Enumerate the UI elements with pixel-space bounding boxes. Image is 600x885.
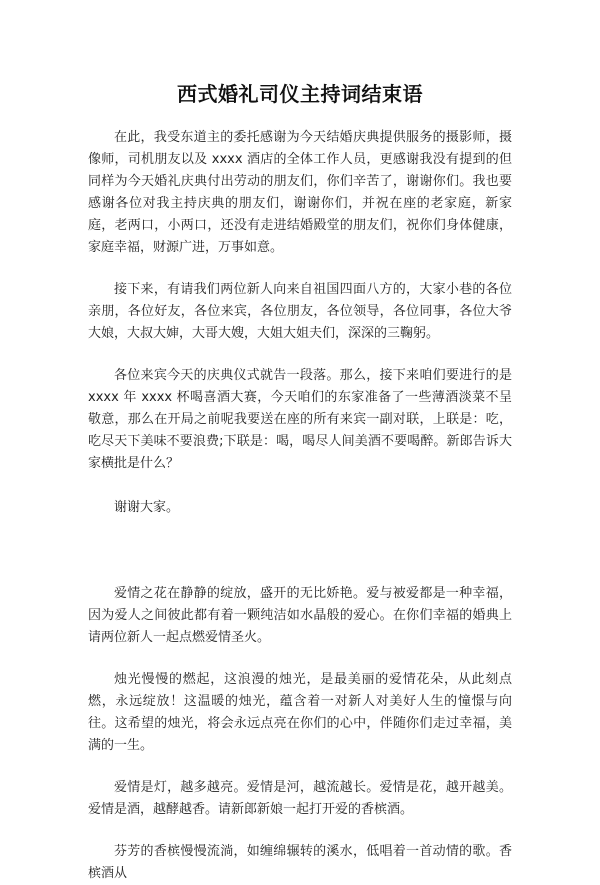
- paragraph-closing: 谢谢大家。: [114, 500, 180, 515]
- paragraph-thanks: 在此，我受东道主的委托感谢为今天结婚庆典提供服务的摄影师，摄像师，司机朋友以及 xxxx 酒店的全体工作人员，更感谢我没有提到的但同样为今天婚礼庆典付出劳动的朋友们，你们辛苦了，谢谢你们。我也要感谢各位对我主持庆典的朋友们，谢谢你们，并祝在座的老家庭，新家庭，老两口，小两口，还没有走进结婚殿堂的朋友们，祝你们身体健康，家庭幸福，财源广进，万事如意。: [88, 130, 512, 255]
- paragraph-spacer: [88, 649, 512, 669]
- paragraph-candlelight: 烛光慢慢的燃起，这浪漫的烛光，是最美丽的爱情花朵，从此刻点燃，永远绽放！这温暖的烛光，蕴含着一对新人对美好人生的憧憬与向往。这希望的烛光，将会永远点亮在你们的心中，伴随你们走过幸福，美满的一生。: [88, 672, 512, 753]
- paragraph-spacer: [88, 821, 512, 841]
- paragraph-spacer: [88, 259, 512, 279]
- section-spacer: [88, 519, 512, 583]
- paragraph-love-is: 爱情是灯，越多越亮。爱情是河，越流越长。爱情是花，越开越美。爱情是酒，越酵越香。请新郎新娘一起打开爱的香槟酒。: [88, 780, 512, 817]
- paragraph-love-flower: 爱情之花在静静的绽放，盛开的无比娇艳。爱与被爱都是一种幸福，因为爱人之间彼此都有着一颗纯洁如水晶般的爱心。在你们幸福的婚典上请两位新人一起点燃爱情圣火。: [88, 586, 512, 645]
- paragraph-spacer: [88, 475, 512, 497]
- paragraph-spacer: [88, 345, 512, 365]
- page-title: 西式婚礼司仪主持词结束语: [177, 82, 423, 106]
- paragraph-spacer: [88, 757, 512, 777]
- paragraph-champagne: 芬芳的香槟慢慢流淌，如缠绵辗转的溪水，低唱着一首动情的歌。香槟酒从: [88, 844, 512, 881]
- paragraph-bow: 接下来，有请我们两位新人向来自祖国四面八方的，大家小巷的各位亲朋，各位好友，各位来宾，各位朋友，各位领导，各位同事，各位大爷大娘，大叔大婶，大哥大嫂，大姐大姐夫们，深深的三鞠躬。: [88, 282, 512, 341]
- paragraph-toast: 各位来宾今天的庆典仪式就告一段落。那么，接下来咱们要进行的是 xxxx 年 xxxx 杯喝喜酒大赛，今天咱们的东家准备了一些薄酒淡菜不呈敬意，那么在开局之前呢我要送在座的所有来宾一副对联，上联是：吃，吃尽天下美味不要浪费;下联是：喝，喝尽人间美酒不要喝醉。新郎告诉大家横批是什么？: [88, 368, 512, 471]
